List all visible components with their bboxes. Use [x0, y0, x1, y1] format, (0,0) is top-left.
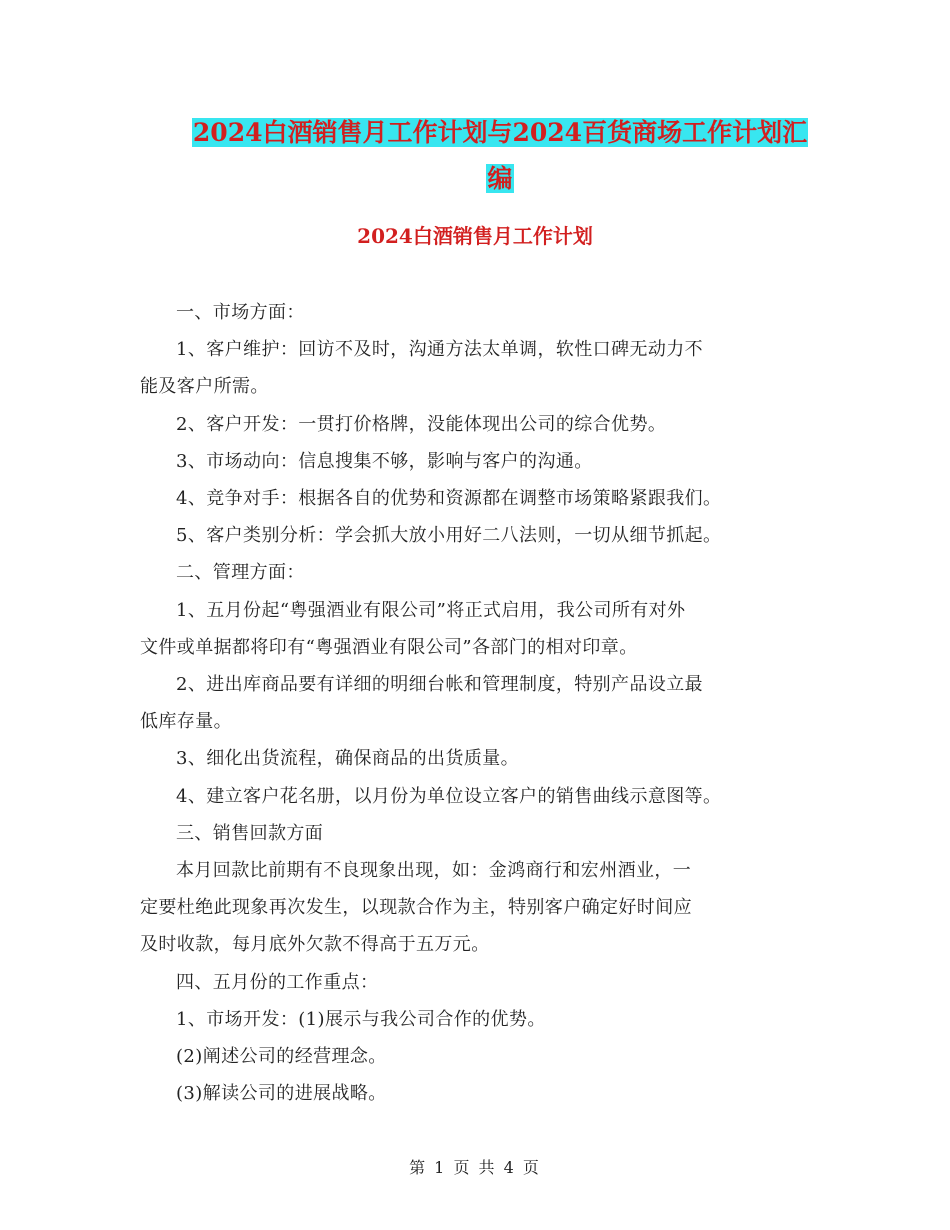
paragraph: 一、市场方面： [176, 302, 305, 323]
paragraph-continuation: 定要杜绝此现象再次发生，以现款合作为主，特别客户确定好时间应 [140, 897, 692, 919]
paragraph: 2、进出库商品要有详细的明细台帐和管理制度，特别产品设立最 [176, 674, 704, 696]
page-footer: 第 1 页 共 4 页 [409, 1158, 541, 1177]
section-title: 2024白酒销售月工作计划 [357, 224, 593, 248]
paragraph: 本月回款比前期有不良现象出现，如：金鸿商行和宏州酒业，一 [176, 860, 692, 882]
paragraph: 二、管理方面： [176, 562, 305, 584]
document-title-line-1: 2024白酒销售月工作计划与2024百货商场工作计划汇 [192, 118, 808, 147]
paragraph: 5、客户类别分析：学会抓大放小用好二八法则，一切从细节抓起。 [176, 525, 722, 547]
paragraph: 4、竞争对手：根据各自的优势和资源都在调整市场策略紧跟我们。 [176, 488, 722, 510]
paragraph: 3、市场动向：信息搜集不够，影响与客户的沟通。 [176, 450, 593, 472]
document-title [140, 110, 860, 202]
paragraph: 1、客户维护：回访不及时，沟通方法太单调，软性口碑无动力不 [176, 339, 704, 361]
paragraph: (2)阐述公司的经营理念。 [176, 1046, 387, 1068]
paragraph: 三、销售回款方面 [176, 822, 324, 844]
paragraph-continuation: 及时收款，每月底外欠款不得高于五万元。 [140, 934, 490, 956]
paragraph-continuation: 文件或单据都将印有“粤强酒业有限公司”各部门的相对印章。 [140, 636, 638, 658]
document-title-line-2: 编 [487, 164, 513, 193]
paragraph: 2、客户开发：一贯打价格牌，没能体现出公司的综合优势。 [176, 413, 667, 435]
paragraph-continuation: 能及客户所需。 [140, 376, 269, 398]
paragraph-continuation: 低库存量。 [140, 711, 232, 733]
paragraph: (3)解读公司的进展战略。 [176, 1083, 387, 1105]
paragraph: 1、五月份起“粤强酒业有限公司”将正式启用，我公司所有对外 [176, 599, 686, 621]
paragraph: 4、建立客户花名册，以月份为单位设立客户的销售曲线示意图等。 [176, 785, 722, 807]
paragraph: 3、细化出货流程，确保商品的出货质量。 [176, 748, 520, 770]
paragraph: 1、市场开发：(1)展示与我公司合作的优势。 [176, 1008, 546, 1030]
document-body [140, 294, 830, 1112]
paragraph: 四、五月份的工作重点： [176, 971, 379, 993]
